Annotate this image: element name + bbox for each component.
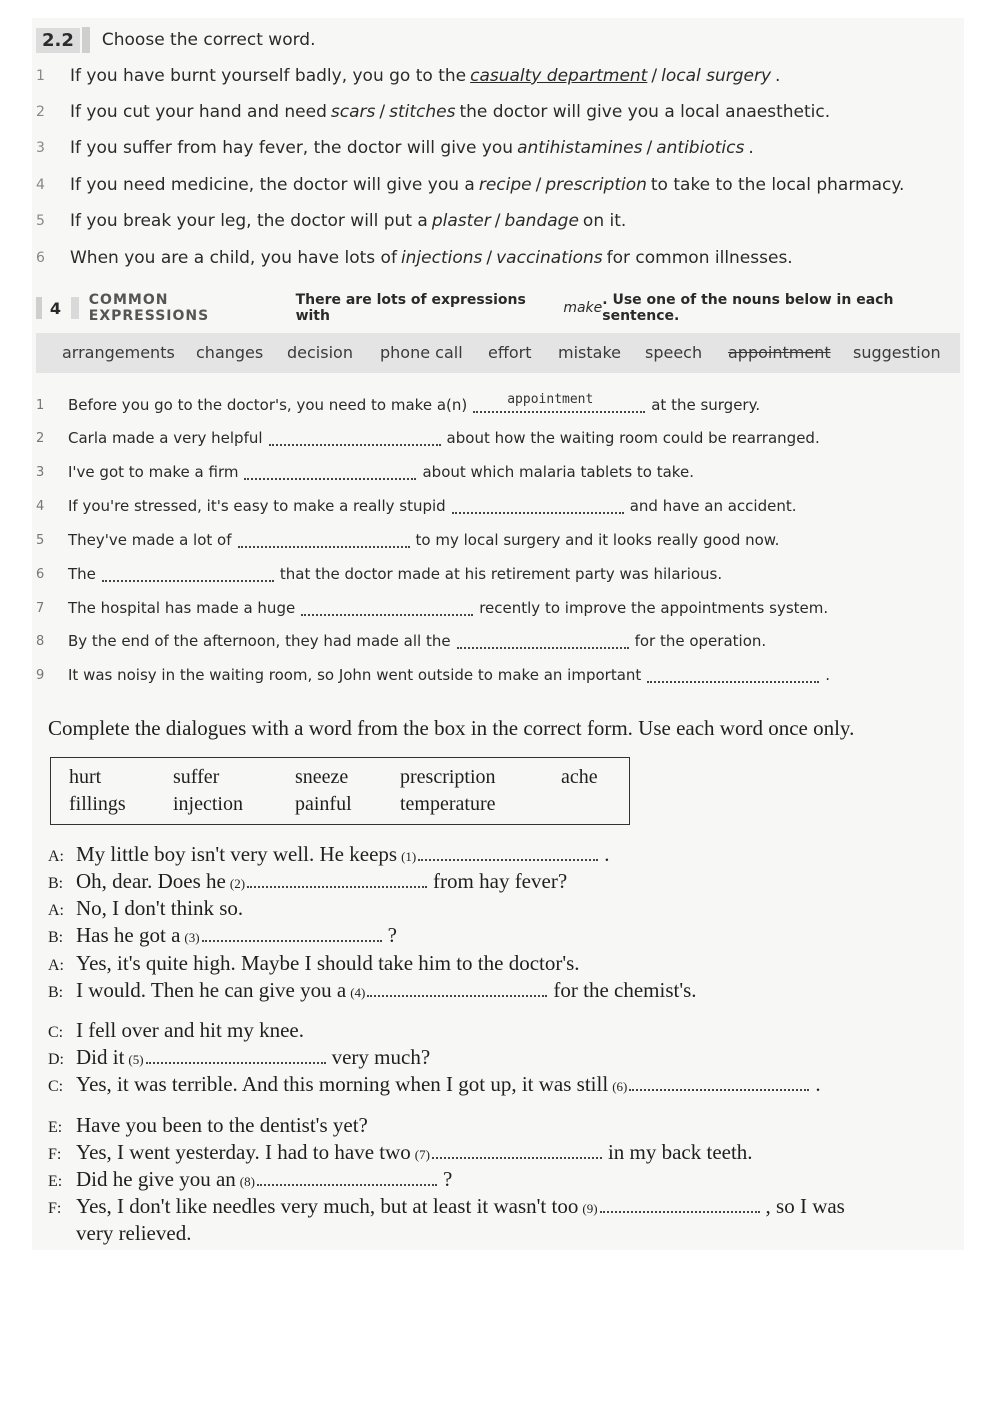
speaker: E: xyxy=(48,1119,63,1136)
noun-word: phone call xyxy=(380,343,463,362)
sentence-start: By the end of the afternoon, they had made all the xyxy=(68,632,451,650)
line-text: I fell over and hit my knee. xyxy=(76,1018,305,1042)
item-text: If you cut your hand and need xyxy=(70,102,327,122)
noun-word: decision xyxy=(287,343,353,362)
sentence-item xyxy=(36,493,797,519)
option-two[interactable]: antibiotics xyxy=(656,138,745,158)
exercise-item xyxy=(36,98,830,126)
answer-gap[interactable] xyxy=(146,1052,326,1064)
item-number: 2 xyxy=(36,104,45,120)
noun-word: changes xyxy=(196,343,264,362)
item-text-end: . xyxy=(775,66,781,86)
gap-number: (8) xyxy=(239,1174,255,1189)
gap-number: (3) xyxy=(184,930,200,945)
section-number: 2.2 xyxy=(36,28,80,53)
option-one[interactable]: antihistamines xyxy=(517,138,643,158)
sentence-start: They've made a lot of xyxy=(68,531,232,549)
sentence-start: Before you go to the doctor's, you need to make a(n) xyxy=(68,396,468,414)
exercise-item xyxy=(36,171,904,199)
noun-word-box xyxy=(36,333,960,373)
item-text-end: . xyxy=(748,138,754,158)
answer-gap[interactable] xyxy=(202,930,382,942)
item-number: 8 xyxy=(36,633,45,649)
sentence-item xyxy=(36,425,820,451)
line-start: Oh, dear. Does he xyxy=(76,869,226,893)
answer-gap[interactable] xyxy=(418,849,598,861)
option-separator: / xyxy=(535,175,542,195)
speaker: B: xyxy=(48,929,64,946)
answer-gap[interactable] xyxy=(238,532,410,548)
item-number: 3 xyxy=(36,464,45,480)
item-number: 6 xyxy=(36,250,45,266)
line-start: Did he give you an xyxy=(76,1167,236,1191)
option-separator: / xyxy=(494,211,501,231)
option-two[interactable]: stitches xyxy=(389,102,456,122)
sentence-start: If you're stressed, it's easy to make a really stupid xyxy=(68,497,446,515)
line-text: Have you been to the dentist's yet? xyxy=(76,1113,368,1137)
section-2-2-header xyxy=(36,26,315,54)
speaker: C: xyxy=(48,1024,64,1041)
item-text: When you are a child, you have lots of xyxy=(70,248,397,268)
line-start: I would. Then he can give you a xyxy=(76,978,347,1002)
line-end: in my back teeth. xyxy=(607,1140,753,1164)
gap-number: (6) xyxy=(612,1079,628,1094)
sentence-start: Carla made a very helpful xyxy=(68,429,263,447)
sentence-item xyxy=(36,628,766,654)
answer-gap[interactable] xyxy=(301,600,473,616)
option-separator: / xyxy=(646,138,653,158)
dialogue-word-box xyxy=(50,757,630,825)
item-text: If you break your leg, the doctor will put a xyxy=(70,211,428,231)
section-bar xyxy=(71,297,79,319)
line-text: No, I don't think so. xyxy=(76,896,244,920)
gap-number: (1) xyxy=(401,849,417,864)
gap-number: (5) xyxy=(128,1052,144,1067)
sentence-end: for the operation. xyxy=(634,632,767,650)
item-number: 2 xyxy=(36,430,45,446)
sentence-end: to my local surgery and it looks really good now. xyxy=(415,531,780,549)
item-text: If you need medicine, the doctor will give you a xyxy=(70,175,475,195)
answer-gap[interactable] xyxy=(102,566,274,582)
speaker: F: xyxy=(48,1146,62,1163)
sentence-end: at the surgery. xyxy=(651,396,761,414)
item-number: 9 xyxy=(36,667,45,683)
option-two[interactable]: bandage xyxy=(504,211,579,231)
exercise-item xyxy=(36,207,626,235)
sentence-item xyxy=(36,459,694,485)
item-number: 3 xyxy=(36,140,45,156)
sentence-item xyxy=(36,595,828,621)
gap-number: (7) xyxy=(414,1147,430,1162)
section-label: COMMON EXPRESSIONS xyxy=(88,292,210,324)
sentence-end: recently to improve the appointments system. xyxy=(479,599,829,617)
answer-gap[interactable] xyxy=(257,1174,437,1186)
section-number: 4 xyxy=(49,298,61,318)
answer-gap[interactable] xyxy=(269,430,441,446)
sentence-start: I've got to make a firm xyxy=(68,463,239,481)
sentence-item xyxy=(36,392,760,418)
box-word: ache xyxy=(561,766,598,788)
option-one[interactable]: injections xyxy=(400,248,483,268)
line-text: very relieved. xyxy=(76,1221,192,1245)
dialogue-line xyxy=(48,1072,821,1100)
answer-gap[interactable] xyxy=(432,1147,602,1159)
dialogue-line xyxy=(48,1113,368,1141)
item-number: 4 xyxy=(36,177,45,193)
sentence-item xyxy=(36,527,779,553)
dialogue-line xyxy=(48,896,243,924)
sentence-item xyxy=(36,561,722,587)
sentence-end: that the doctor made at his retirement party was hilarious. xyxy=(279,565,723,583)
sentence-start: It was noisy in the waiting room, so John went outside to make an important xyxy=(68,666,642,684)
exercise-item xyxy=(36,134,754,162)
noun-word: effort xyxy=(488,343,532,362)
item-number: 6 xyxy=(36,566,45,582)
speaker: A: xyxy=(48,957,64,974)
sentence-start: The hospital has made a huge xyxy=(68,599,296,617)
answer-gap[interactable] xyxy=(452,498,624,514)
line-end: very much? xyxy=(331,1045,431,1069)
line-start: Did it xyxy=(76,1045,125,1069)
speaker: D: xyxy=(48,1051,64,1068)
box-word: suffer xyxy=(173,766,220,788)
answer-gap[interactable] xyxy=(647,667,819,683)
option-one[interactable]: casualty department xyxy=(470,66,648,86)
box-word: fillings xyxy=(69,793,126,815)
instruction-keyword: make xyxy=(563,300,603,316)
speaker: B: xyxy=(48,875,64,892)
option-separator: / xyxy=(486,248,493,268)
sentence-start: The xyxy=(68,565,96,583)
exercise-item xyxy=(36,244,793,272)
line-start: Yes, it was terrible. And this morning when I got up, it was still xyxy=(76,1072,609,1096)
item-number: 1 xyxy=(36,397,45,413)
line-end: ? xyxy=(387,923,397,947)
item-text-end: for common illnesses. xyxy=(606,248,793,268)
line-end: . xyxy=(815,1072,821,1096)
noun-word: speech xyxy=(645,343,703,362)
speaker: C: xyxy=(48,1078,64,1095)
dialogue-line xyxy=(48,842,609,870)
dialogue-line xyxy=(48,978,697,1006)
answer-gap[interactable] xyxy=(367,985,547,997)
box-word: sneeze xyxy=(295,766,349,788)
noun-word: arrangements xyxy=(62,343,175,362)
dialogue-line xyxy=(48,1194,845,1222)
section-bar xyxy=(36,297,42,319)
dialogue-line xyxy=(48,1018,304,1046)
answer-gap[interactable] xyxy=(247,876,427,888)
dialogue-line xyxy=(48,1045,430,1073)
option-separator: / xyxy=(651,66,658,86)
answer-gap[interactable] xyxy=(473,392,645,413)
item-text-end: to take to the local pharmacy. xyxy=(650,175,905,195)
option-two[interactable]: vaccinations xyxy=(496,248,603,268)
exercise-item xyxy=(36,62,780,90)
item-number: 7 xyxy=(36,600,45,616)
speaker: B: xyxy=(48,984,64,1001)
sentence-end: about which malaria tablets to take. xyxy=(422,463,694,481)
box-word: painful xyxy=(295,793,352,815)
answer-gap[interactable] xyxy=(629,1079,809,1091)
dialogue-line xyxy=(48,1167,452,1195)
line-end: . xyxy=(604,842,610,866)
line-end: , so I was xyxy=(765,1194,845,1218)
option-separator: / xyxy=(379,102,386,122)
item-text-end: on it. xyxy=(582,211,627,231)
dialogue-line xyxy=(48,869,567,897)
gap-number: (9) xyxy=(582,1201,598,1216)
item-number: 4 xyxy=(36,498,45,514)
dialogue-line xyxy=(48,1221,191,1249)
item-number: 5 xyxy=(36,532,45,548)
sentence-end: about how the waiting room could be rearranged. xyxy=(446,429,820,447)
sentence-item xyxy=(36,662,830,688)
line-end: for the chemist's. xyxy=(553,978,697,1002)
sentence-end: . xyxy=(825,666,831,684)
item-text: If you suffer from hay fever, the doctor will give you xyxy=(70,138,514,158)
section-4-header xyxy=(36,294,966,322)
dialogue-line xyxy=(48,951,580,979)
gap-number: (2) xyxy=(229,876,246,891)
item-text-end: the doctor will give you a local anaesthetic. xyxy=(459,102,831,122)
box-word: prescription xyxy=(400,766,496,788)
dialogue-line xyxy=(48,923,397,951)
box-word: hurt xyxy=(69,766,102,788)
line-start: Yes, I went yesterday. I had to have two xyxy=(76,1140,411,1164)
item-number: 1 xyxy=(36,68,45,84)
option-two[interactable]: local surgery xyxy=(661,66,772,86)
option-one[interactable]: scars xyxy=(330,102,376,122)
option-one[interactable]: recipe xyxy=(478,175,532,195)
box-word: injection xyxy=(173,793,243,815)
line-start: Has he got a xyxy=(76,923,181,947)
line-end: ? xyxy=(442,1167,453,1191)
line-start: Yes, I don't like needles very much, but at least it wasn't too xyxy=(76,1194,579,1218)
speaker: A: xyxy=(48,848,64,865)
option-two[interactable]: prescription xyxy=(545,175,647,195)
line-end: from hay fever? xyxy=(433,869,568,893)
speaker: A: xyxy=(48,902,64,919)
speaker: F: xyxy=(48,1200,62,1217)
noun-word: mistake xyxy=(558,343,621,362)
sentence-end: and have an accident. xyxy=(629,497,797,515)
noun-word-used: appointment xyxy=(728,343,831,362)
answer-gap[interactable] xyxy=(457,633,629,649)
instruction-start: There are lots of expressions with xyxy=(295,292,526,324)
answer-gap[interactable] xyxy=(600,1201,760,1213)
option-one[interactable]: plaster xyxy=(431,211,491,231)
instruction-end: . Use one of the nouns below in each sentence. xyxy=(602,292,894,324)
line-start: My little boy isn't very well. He keeps xyxy=(76,842,398,866)
dialogue-instruction: Complete the dialogues with a word from the box in the correct form. Use each word once only. xyxy=(48,716,855,740)
box-word: temperature xyxy=(400,793,496,815)
speaker: E: xyxy=(48,1173,63,1190)
item-text: If you have burnt yourself badly, you go to the xyxy=(70,66,467,86)
line-text: Yes, it's quite high. Maybe I should take him to the doctor's. xyxy=(76,951,580,975)
handwritten-answer: appointment xyxy=(507,392,594,407)
item-number: 5 xyxy=(36,213,45,229)
section-number-bar xyxy=(82,27,90,53)
gap-number: (4) xyxy=(350,985,366,1000)
section-title: Choose the correct word. xyxy=(101,30,316,50)
answer-gap[interactable] xyxy=(244,464,416,480)
noun-word: suggestion xyxy=(853,343,941,362)
dialogue-line xyxy=(48,1140,753,1168)
